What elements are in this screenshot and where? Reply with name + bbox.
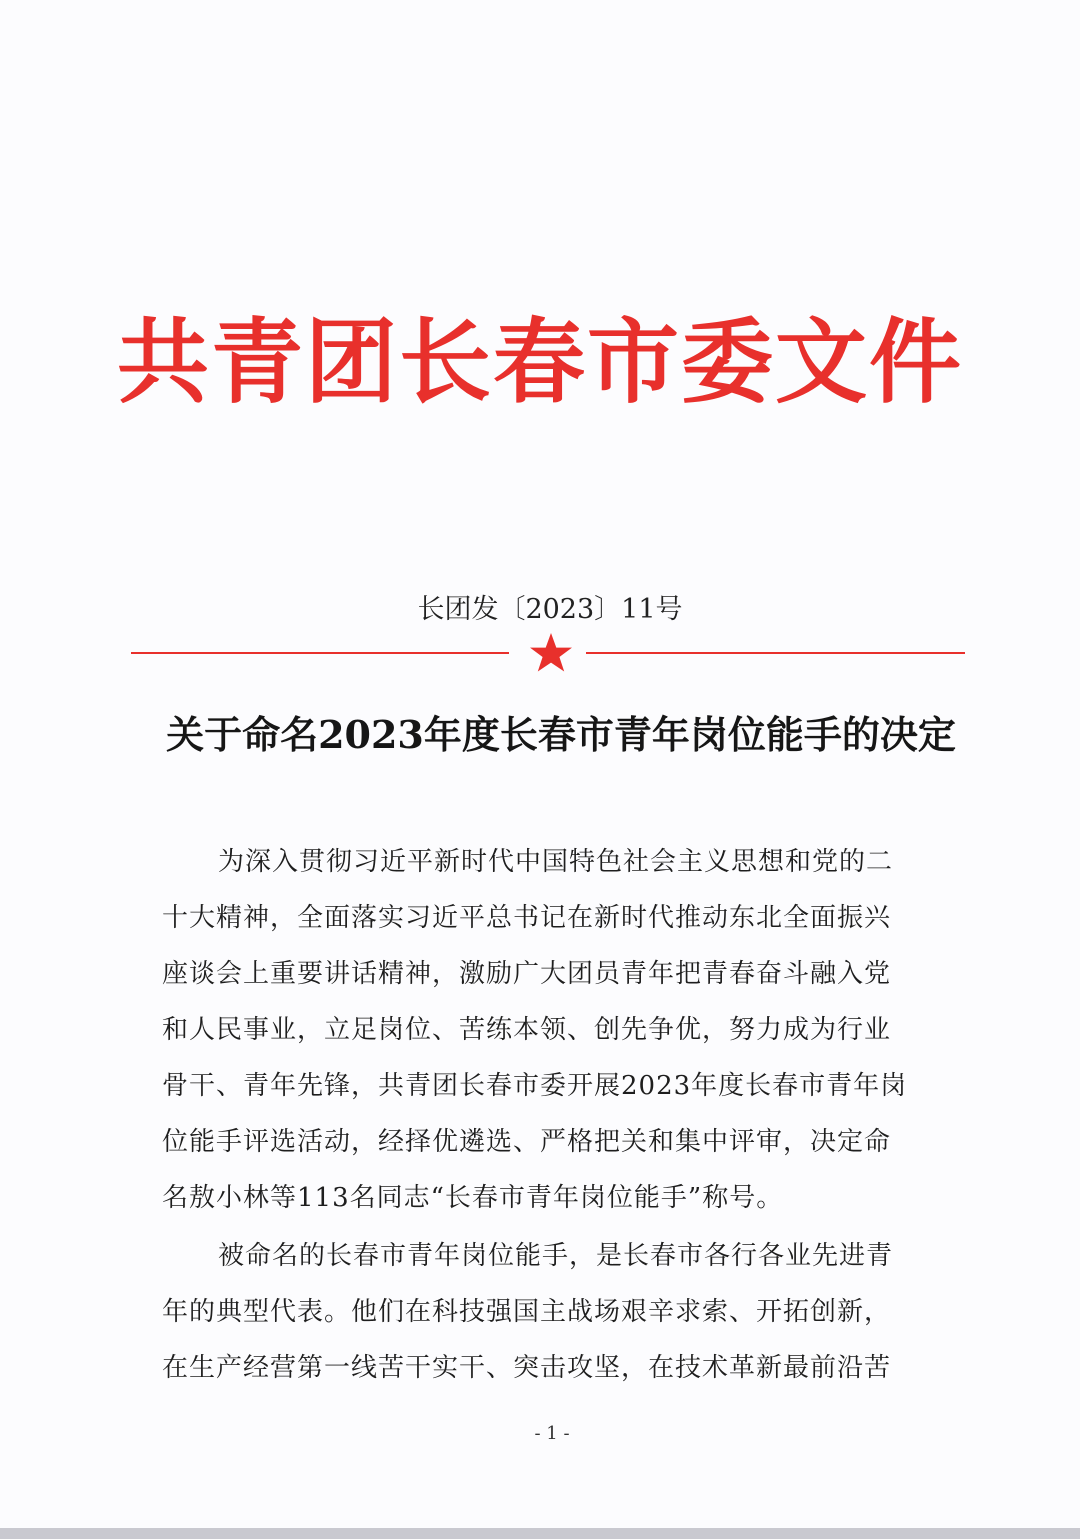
document-number: 长团发〔2023〕11号 — [417, 594, 683, 625]
body-line: 在生产经营第一线苦干实干、突击攻坚，在技术革新最前沿苦 — [162, 1353, 892, 1383]
body-line: 名敖小林等113名同志“长春市青年岗位能手”称号。 — [162, 1183, 784, 1213]
body-line: 骨干、青年先锋，共青团长春市委开展2023年度长春市青年岗 — [162, 1071, 908, 1101]
body-line: 年的典型代表。他们在科技强国主战场艰辛求索、开拓创新， — [162, 1297, 892, 1327]
page-number: - 1 - — [534, 1423, 570, 1444]
body-line: 被命名的长春市青年岗位能手，是长春市各行各业先进青 — [218, 1241, 894, 1271]
red-divider-right — [586, 652, 965, 654]
page-bottom-edge — [0, 1528, 1080, 1539]
body-line: 为深入贯彻习近平新时代中国特色社会主义思想和党的二 — [218, 847, 894, 877]
star-icon — [528, 632, 574, 672]
body-line: 和人民事业，立足岗位、苦练本领、创先争优，努力成为行业 — [162, 1015, 892, 1045]
body-line: 座谈会上重要讲话精神，激励广大团员青年把青春奋斗融入党 — [162, 959, 892, 989]
red-divider-left — [131, 652, 509, 654]
masthead-title: 共青团长春市委文件 — [116, 308, 963, 416]
body-line: 十大精神，全面落实习近平总书记在新时代推动东北全面振兴 — [162, 903, 892, 933]
body-line: 位能手评选活动，经择优遴选、严格把关和集中评审，决定命 — [162, 1127, 892, 1157]
document-title: 关于命名2023年度长春市青年岗位能手的决定 — [166, 712, 956, 757]
